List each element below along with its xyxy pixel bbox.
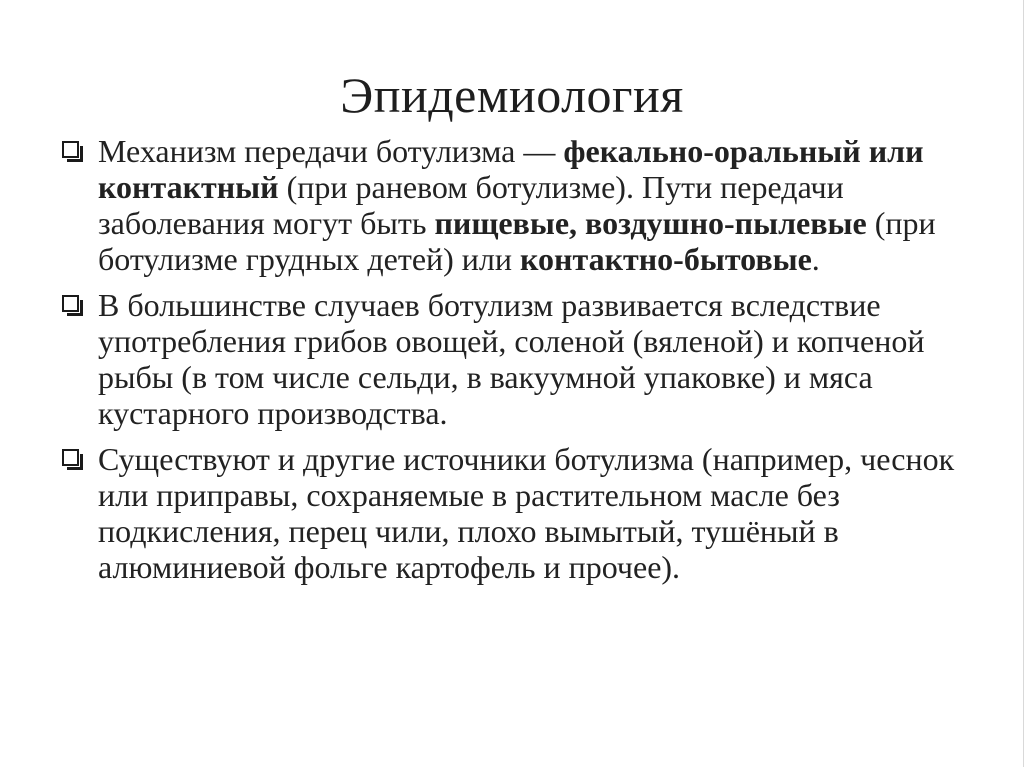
bullet-text-part: В большинстве случаев ботулизм развивается вследствие употребления грибов овощей, соленой (вяленой) и копченой рыбы (в том числе сельди, в вакуумной упаковке) и мяса кустарного производства. xyxy=(98,287,925,431)
slide-title: Эпидемиология xyxy=(340,67,684,123)
bullet-text-bold: пищевые, воздушно-пылевые xyxy=(434,205,867,241)
bullet-item-transmission xyxy=(60,133,960,277)
bullet-item-other-sources xyxy=(60,441,960,585)
bullet-list xyxy=(60,133,960,595)
checkbox-bullet-icon xyxy=(62,449,79,466)
bullet-text-part: (при ботулизме грудных детей) или xyxy=(98,205,936,277)
bullet-text-bold: контактно-бытовые xyxy=(520,241,812,277)
checkbox-bullet-icon xyxy=(62,141,79,158)
checkbox-bullet-icon xyxy=(62,295,79,312)
bullet-text-bold: фекально-оральный или контактный xyxy=(98,133,924,205)
bullet-text-part: . xyxy=(811,241,820,277)
bullet-item-cases xyxy=(60,287,960,431)
bullet-text-part: Существуют и другие источники ботулизма (например, чеснок или приправы, сохраняемые в растительном масле без подкисления, перец чили, плохо вымытый, тушёный в алюминиевой фольге картофель и прочее). xyxy=(98,441,955,585)
bullet-text-part: (при раневом ботулизме). Пути передачи заболевания могут быть xyxy=(98,169,844,241)
bullet-text-part: Механизм передачи ботулизма — xyxy=(98,133,564,169)
